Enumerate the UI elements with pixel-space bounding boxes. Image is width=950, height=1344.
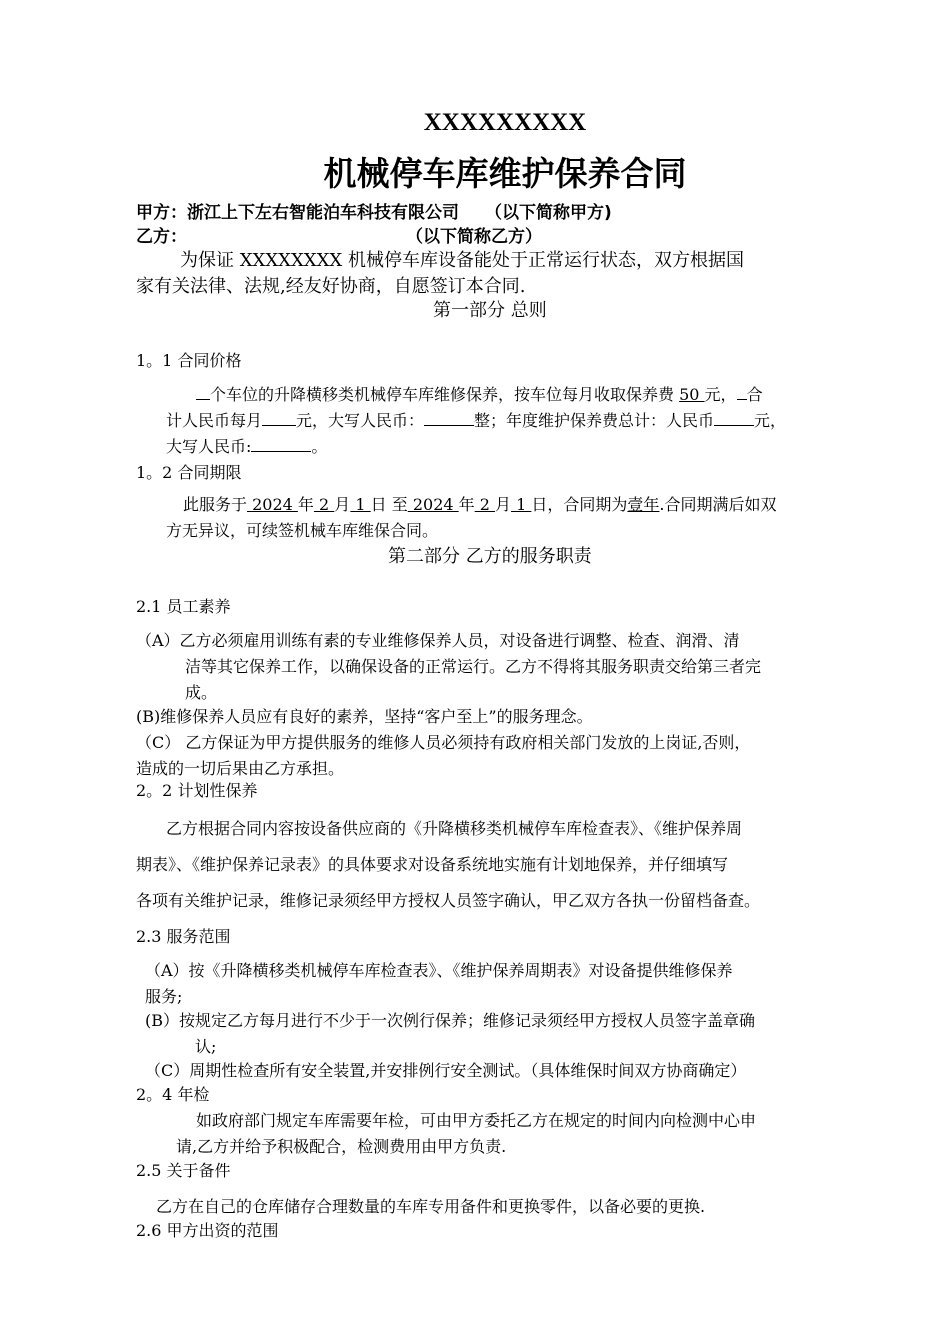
section-2-1-c-line-2: 造成的一切后果由乙方承担。 [136, 759, 345, 778]
section-2-4-heading: 2。4 年检 [136, 1085, 210, 1104]
section-2-3-heading: 2.3 服务范围 [136, 927, 231, 946]
document-title: 机械停车库维护保养合同 [323, 154, 687, 193]
section-1-1-heading: 1。1 合同价格 [136, 351, 242, 370]
party-a-suffix: （以下简称甲方) [485, 203, 612, 223]
section-1-2-line-1: 此服务于 2024 年 2 月 1 日 至 2024 年 2 月 1 日，合同期为壹年.合同期满后如双 [183, 495, 777, 514]
start-year: 2024 [247, 495, 298, 514]
section-2-1-b: (B)维修保养人员应有良好的素养，坚持“客户至上”的服务理念。 [136, 707, 593, 726]
start-day: 1 [350, 495, 371, 514]
section-1-1-line-1: 个车位的升降横移类机械停车库维修保养，按车位每月收取保养费 50 元， 合 [196, 384, 763, 406]
annual-total-blank [714, 411, 754, 426]
start-month: 2 [313, 495, 335, 514]
section-2-3-a-line-2: 服务; [145, 987, 183, 1006]
section-2-3-b-line-2: 认; [195, 1037, 217, 1056]
section-2-4-line-2: 请,乙方并给予积极配合，检测费用由甲方负责. [176, 1137, 507, 1156]
intro-line-1: 为保证 XXXXXXXX 机械停车库设备能处于正常运行状态，双方根据国 [180, 250, 744, 271]
part2-title: 第二部分 乙方的服务职责 [388, 546, 592, 567]
party-b: 乙方： [136, 227, 187, 247]
party-b-suffix: （以下简称乙方） [406, 227, 542, 247]
section-2-5-heading: 2.5 关于备件 [136, 1161, 231, 1180]
section-1-2-line-2: 方无异议，可续签机械车库维保合同。 [166, 521, 439, 540]
end-day: 1 [511, 495, 532, 514]
section-2-6-heading: 2.6 甲方出资的范围 [136, 1221, 279, 1240]
section-1-1-line-3: 大写人民币: 。 [166, 437, 328, 456]
section-2-1-a-line-1: （A）乙方必须雇用训练有素的专业维修保养人员，对设备进行调整、检查、润滑、清 [136, 631, 740, 650]
monthly-total-blank [262, 411, 296, 426]
section-1-1-line-2: 计人民币每月 元，大写人民币： 整；年度维护保养费总计：人民币 元， [166, 411, 787, 430]
intro-line-2: 家有关法律、法规,经友好协商，自愿签订本合同. [136, 276, 526, 297]
monthly-fee-value: 50 [679, 385, 705, 404]
section-1-2-heading: 1。2 合同期限 [136, 463, 242, 482]
section-2-2-line-3: 各项有关维护记录，维修记录须经甲方授权人员签字确认，甲乙双方各执一份留档备查。 [136, 891, 761, 910]
end-month: 2 [474, 495, 496, 514]
section-2-1-a-line-3: 成。 [185, 683, 218, 702]
end-year: 2024 [407, 495, 459, 514]
section-2-1-a-line-2: 洁等其它保养工作，以确保设备的正常运行。乙方不得将其服务职责交给第三者完 [185, 657, 762, 676]
document-code: XXXXXXXXX [423, 109, 587, 136]
section-2-4-line-1: 如政府部门规定车库需要年检，可由甲方委托乙方在规定的时间内向检测中心申 [196, 1111, 757, 1130]
party-a-line [136, 202, 612, 224]
section-2-1-heading: 2.1 员工素养 [136, 597, 231, 616]
monthly-total-words-blank [424, 411, 474, 426]
party-a: 甲方：浙江上下左右智能泊车科技有限公司 [136, 203, 459, 223]
section-2-3-c: （C）周期性检查所有安全装置,并安排例行安全测试。（具体维保时间双方协商确定） [145, 1061, 747, 1080]
part1-title: 第一部分 总则 [433, 300, 547, 321]
section-2-3-a-line-1: （A）按《升降横移类机械停车库检查表》、《维护保养周期表》对设备提供维修保养 [145, 961, 733, 980]
section-2-2-line-1: 乙方根据合同内容按设备供应商的《升降横移类机械停车库检查表》、《维护保养周 [166, 819, 743, 838]
section-2-1-c-line-1: （C） 乙方保证为甲方提供服务的维修人员必须持有政府相关部门发放的上岗证,否则， [136, 733, 751, 752]
section-2-5-line-1: 乙方在自己的仓库储存合理数量的车库专用备件和更换零件，以备必要的更换. [156, 1197, 706, 1216]
annual-total-words-blank [251, 437, 311, 452]
section-2-2-line-2: 期表》、《维护保养记录表》的具体要求对设备系统地实施有计划地保养，并仔细填写 [136, 855, 729, 874]
section-2-2-heading: 2。2 计划性保养 [136, 781, 258, 800]
section-2-3-b-line-1: (B）按规定乙方每月进行不少于一次例行保养；维修记录须经甲方授权人员签字盖章确 [145, 1011, 756, 1030]
vehicle-count-blank [196, 385, 210, 400]
contract-term: 壹年 [627, 495, 660, 514]
